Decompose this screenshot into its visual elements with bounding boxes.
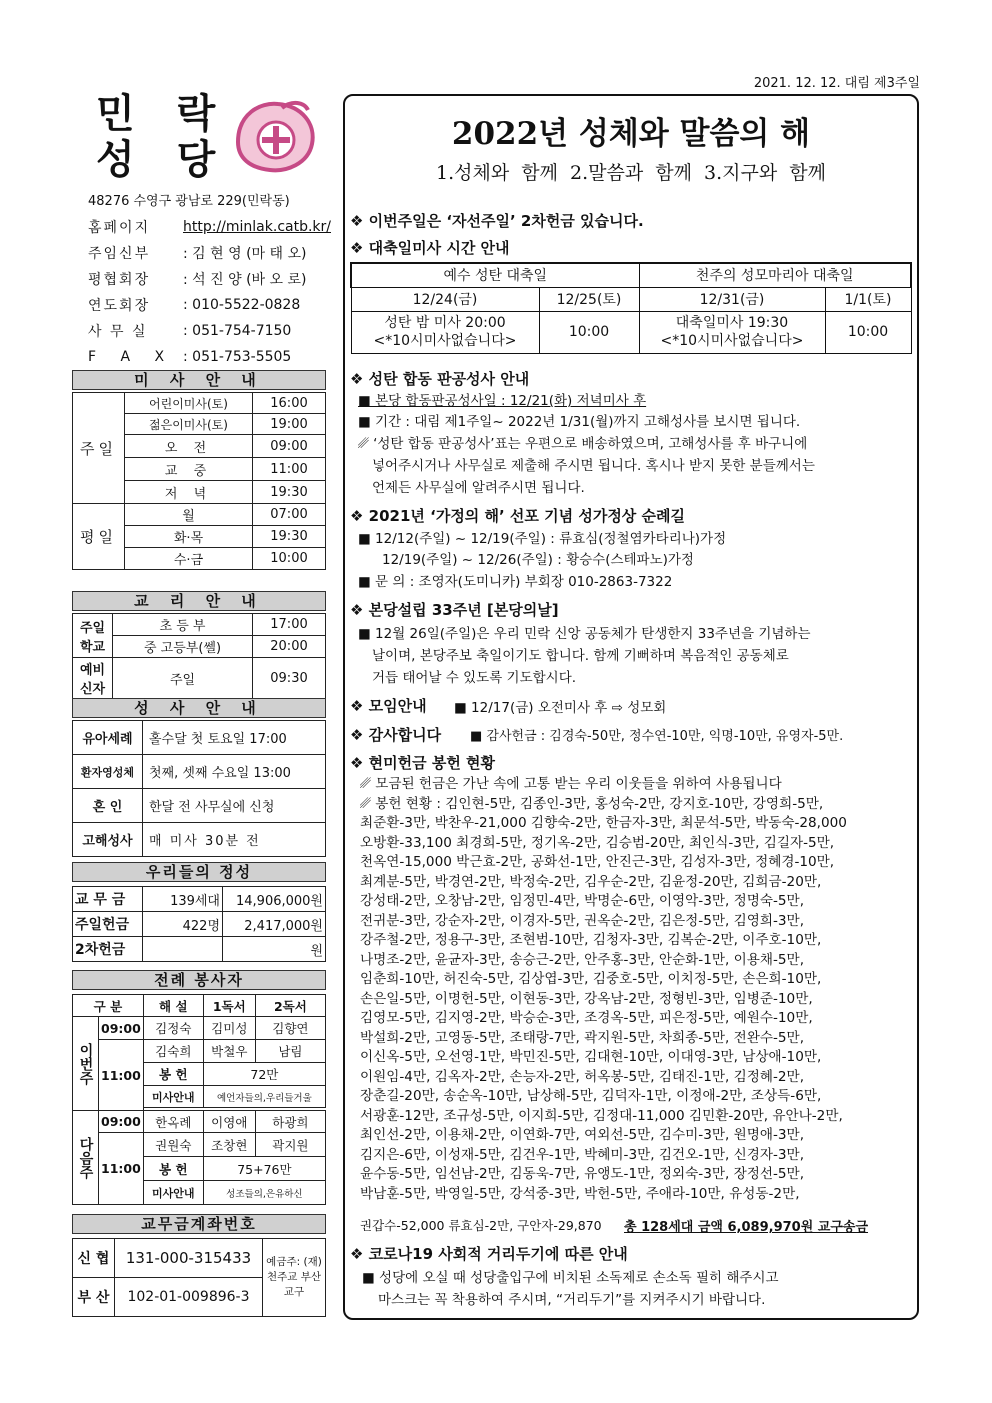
church-name-line2: 성 당 [96, 136, 230, 183]
donation-line: 김지은-6만, 이성재-5만, 김건우-1만, 박혜미-3만, 김건오-1만, 신경자-3만, [360, 1146, 805, 1163]
anniversary-title: ❖ 본당설립 33주년 [본당의날] [350, 601, 559, 619]
charity-sunday-notice: ❖ 이번주일은 ‘자선주일’ 2차헌금 있습니다. [350, 212, 644, 230]
donation-line: 전귀분-3만, 강순자-2만, 이경자-5만, 권옥순-2만, 김은정-5만, 김영희-3만, [360, 912, 805, 929]
info-fax: F A X : 051-753-5505 [88, 349, 292, 365]
confession-note: ␥ ‘성탄 합동 판공성사’표는 우편으로 배송하였으며, 고해성사를 후 바구니에 [358, 436, 808, 452]
page-title: 2022년 성체와 말씀의 해 [451, 116, 811, 152]
donation-line: 강성태-2만, 오창남-2만, 임정민-4만, 박명순-6만, 이영악-3만, 정명숙-5만, [360, 893, 805, 909]
thanks-text: ■ 감사헌금 : 김경숙-50만, 정수연-10만, 익명-10만, 유영자-5만. [470, 729, 844, 744]
donation-line: 강주철-2만, 정용구-3만, 조현범-10만, 김청자-3만, 김복순-2만, 이주호-10만, [360, 932, 822, 948]
donation-line: 최준환-3만, 박찬우-21,000 김향숙-2만, 한금자-3만, 최문석-5만, 박동숙-28,000 [360, 815, 847, 831]
offering-header: 우리들의 정성 [72, 862, 326, 882]
donation-total: 총 128세대 금액 6,089,970원 교구송금 [624, 1220, 869, 1235]
catechism-header: 교 리 안 내 [72, 591, 326, 611]
donation-line: 임춘희-10만, 허진숙-5만, 김상엽-3만, 김중호-5만, 이치정-5만, 손은희-10만, [360, 971, 822, 987]
sacrament-table: 유아세례 홀수달 첫 토요일 17:00 환자영성체 첫째, 셋째 수요일 13:00 혼 인 한달 전 사무실에 신청 고해성사 매 미사 30분 전 [72, 720, 326, 857]
donation-line: 최인선-2만, 이용채-2만, 이연화-7만, 여외선-5만, 김수미-3만, 원명애-3만, [360, 1127, 805, 1143]
catechism-table: 주일 학교 초 등 부 17:00 중 고등부(쎌) 20:00 예비 신자 주일 09:30 [72, 613, 326, 699]
issue-date: 2021. 12. 12. 대림 제3주일 [753, 76, 920, 91]
thanks-title: ❖ 감사합니다 [350, 726, 442, 744]
info-office: 사 무 실 : 051-754-7150 [88, 323, 292, 340]
feast-mass-table: 예수 성탄 대축일 천주의 성모마리아 대축일 12/24(금) 12/25(토) 12/31(금) 1/1(토) 성탄 밤 미사 20:00 <*10시미사없습니다> 10:00 대축일미사 19:30 <*10시미사없습니다> 10:00 [350, 262, 912, 354]
donation-line: 손은일-5만, 이명헌-5만, 이현동-3만, 강옥남-2만, 정형빈-3만, 임병준-10만, [360, 990, 813, 1007]
info-funeral-head: 연도회장 : 010-5522-0828 [88, 297, 301, 314]
offering-table: 교 무 금 139세대 14,906,000원 주일헌금 422명 2,417,000원 2차헌금 원 [72, 886, 326, 962]
mass-schedule-table: 주일 어린이미사(토) 16:00 젊은이미사(토) 19:00 오 전 09:00 교 중 11:00 저 녁 19:30 평일 월 07:00 화·목 19:30 수·금 10:00 [72, 392, 326, 570]
donation-line: 박남훈-5만, 박영일-5만, 강석중-3만, 박헌-5만, 주애라-10만, 유성동-2만, [360, 1185, 800, 1202]
donation-line: 오방환-33,100 최경희-5만, 정기옥-2만, 김승범-20만, 최인식-3만, 김길자-5만, [360, 834, 835, 851]
donation-line: 이신옥-5만, 오선영-1만, 박민진-5만, 김대현-10만, 이대영-3만, 남상애-10만, [360, 1049, 822, 1065]
donation-list [360, 775, 915, 1204]
donation-line: 윤수동-5만, 임선남-2만, 김동욱-7만, 유앵도-1만, 정외숙-3만, 장정선-5만, [360, 1166, 805, 1182]
church-name-line1: 민 락 [96, 90, 230, 137]
donation-line: ␥ 모금된 헌금은 가난 속에 고통 받는 우리 이웃들을 위하여 사용됩니다 [360, 776, 782, 792]
donation-line: 천옥연-15,000 박근효-2만, 공화선-1만, 안진근-3만, 김성자-3만, 정혜경-10만, [360, 854, 835, 870]
pilgrimage-line: ■ 12/12(주일) ~ 12/19(주일) : 류효심(정철염카타리나)가정 [358, 531, 727, 547]
pilgrimage-line: 12/19(주일) ~ 12/26(주일) : 황승수(스테파노)가정 [382, 552, 694, 568]
donation-line: ␥ 봉헌 현황 : 김인현-5만, 김종인-3만, 홍성숙-2만, 강지호-10만, 강영희-5만, [360, 795, 824, 812]
donation-line: 장춘길-20만, 송순옥-10만, 남상해-5만, 김덕자-1만, 이정애-2만, 조상득-6만, [360, 1088, 822, 1104]
sacrament-header: 성 사 안 내 [72, 698, 326, 718]
pilgrimage-title: ❖ 2021년 ‘가정의 해’ 선포 기념 성가정상 순례길 [350, 507, 685, 525]
donation-line: 최계분-5만, 박경연-2만, 박정숙-2만, 김우순-2만, 김윤정-20만, 김희금-20만, [360, 873, 822, 890]
account-header: 교무금계좌번호 [72, 1214, 326, 1234]
info-council-president: 평협회장 : 석 진 양 (바 오 로) [88, 272, 307, 288]
donation-line: 나명조-2만, 윤균자-3만, 송승근-2만, 안주홍-3만, 안순화-1만, 이용채-5만, [360, 951, 805, 968]
donation-line: 김영모-5만, 김지영-2만, 박승순-3만, 조경옥-5만, 피은정-5만, 예원수-10만, [360, 1010, 813, 1026]
pilgrimage-contact: ■ 문 의 : 조영자(도미니카) 부회장 010-2863-7322 [358, 574, 673, 590]
donation-line: 박설희-2만, 고영동-5만, 조태랑-7만, 곽지원-5만, 차희종-5만, 전완수-5만, [360, 1029, 805, 1046]
church-logo-icon [220, 98, 330, 174]
liturgy-servers-header: 전례 봉사자 [72, 970, 326, 990]
homepage-link[interactable]: http://minlak.catb.kr/ [183, 219, 331, 235]
donation-line: 서광훈-12만, 조규성-5만, 이지희-5만, 김정대-11,000 김민환-20만, 유안나-2만, [360, 1107, 843, 1124]
meeting-title: ❖ 모임안내 [350, 697, 427, 715]
page-subtitle: 1.성체와 함께 2.말씀과 함께 3.지구와 함께 [436, 162, 826, 184]
account-holder: 예금주: (재) 천주교 부산교구 [263, 1239, 326, 1317]
info-pastor: 주임신부 : 김 현 영 (마 태 오) [88, 246, 307, 262]
liturgy-servers-table: 구 분 해 설 1독서 2독서 이번주 09:00 김정숙 김미성 김향연 11:00 김숙희 박철우 남림 봉 헌 72만 미사안내 예언자들의,우리들거울 다음주 09:00 한옥례 이영애 하광희 11:00 권원숙 조창현 곽지원 봉 헌 75+76만 미사안내 성조들의,은유하신 [72, 994, 326, 1205]
donation-title: ❖ 현미헌금 봉헌 현황 [350, 754, 496, 772]
confession-title: ❖ 성탄 합동 판공성사 안내 [350, 370, 530, 388]
info-homepage: 홈페이지 http://minlak.catb.kr/ [88, 214, 348, 240]
account-table: 신 협 131-000-315433 예금주: (재) 천주교 부산교구 부 산 102-01-009896-3 [72, 1238, 326, 1317]
mass-guide-header: 미 사 안 내 [72, 370, 326, 390]
donation-last-line: 권갑수-52,000 류효심-2만, 구안자-29,870 [360, 1218, 602, 1233]
confession-period: ■ 기간 : 대림 제1주일~ 2022년 1/31(월)까지 고해성사를 보시면 됩니다. [358, 414, 801, 430]
donation-line: 이원임-4만, 김옥자-2만, 손능자-2만, 허옥봉-5만, 김태진-1만, 김정혜-2만, [360, 1068, 805, 1085]
church-address: 48276 수영구 광남로 229(민락동) [88, 194, 290, 209]
covid-title: ❖ 코로나19 사회적 거리두기에 따른 안내 [350, 1245, 628, 1263]
feast-mass-title: ❖ 대축일미사 시간 안내 [350, 239, 510, 257]
confession-date: ■ 본당 합동판공성사일 : 12/21(화) 저녁미사 후 [358, 393, 647, 409]
meeting-text: ■ 12/17(금) 오전미사 후 ⇨ 성모회 [454, 700, 667, 716]
